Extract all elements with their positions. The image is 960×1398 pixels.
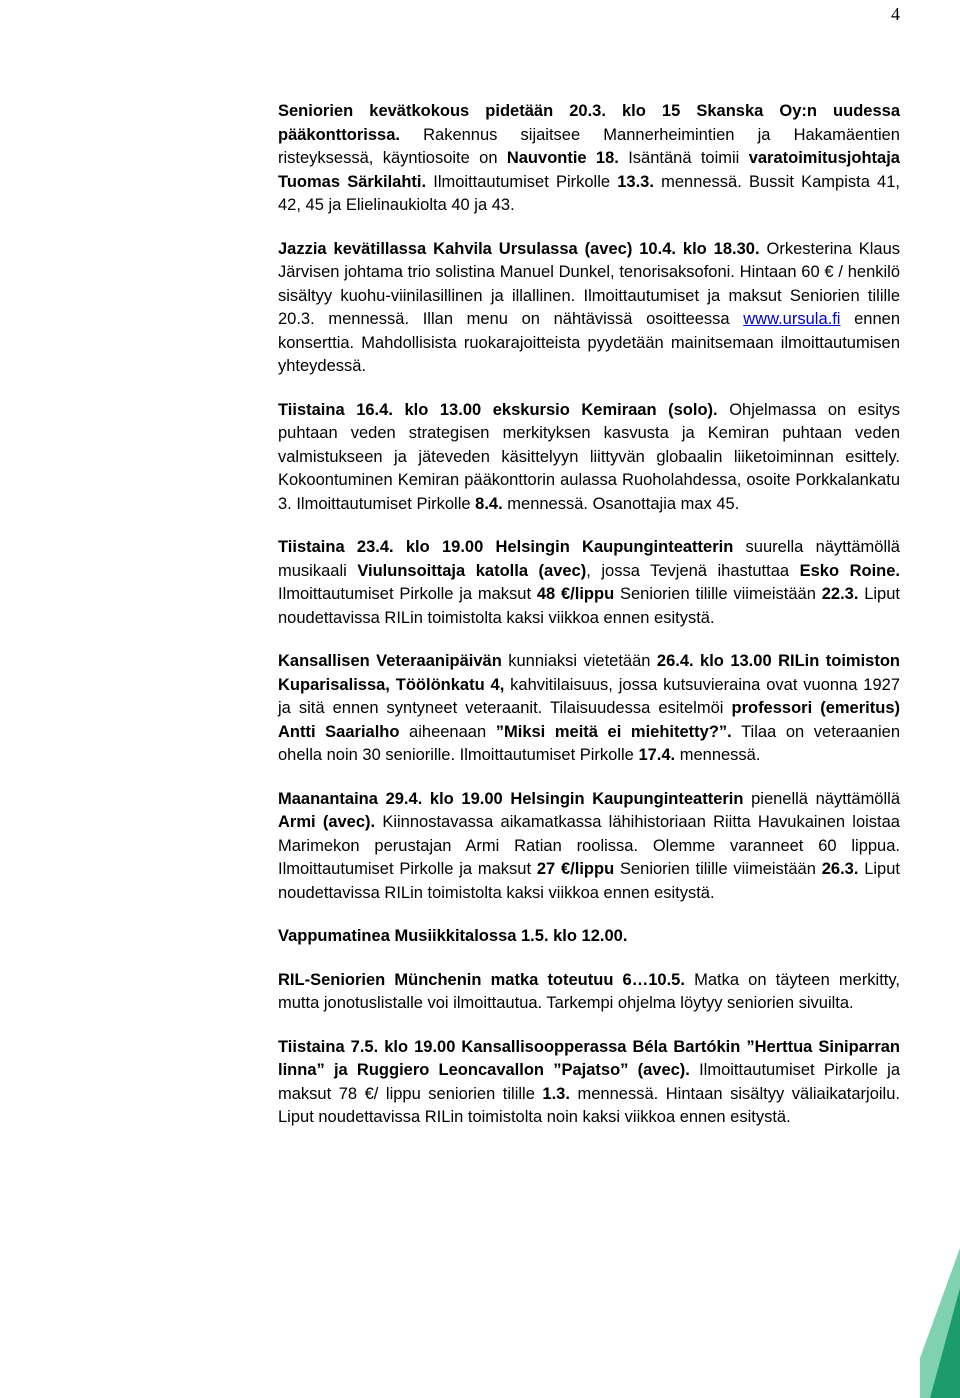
text-run: , jossa Tevjenä ihastuttaa [586,561,800,580]
text-run: aiheenaan [399,722,496,741]
bold-text: Nauvontie 18. [506,149,619,167]
paragraph [278,650,900,768]
text-run: Kiinnostavassa aikamatkassa lähihistoriaan Riitta Havukainen loistaa Marimekon perustajan Armi Ratian roolissa. Olemme varanneet 60 lippua. Ilmoittautumiset Pirkolle ja maksut [278,813,900,878]
text-run: Seniorien tilille viimeistään [614,585,822,603]
text-run: Ohjelmassa on esitys puhtaan veden strategisen merkityksen kasvusta ja Kemiran puhtaan veden valmistukseen ja jäteveden käsittelyyn liittyvän globaalin liiketoiminnan esittely. Kokoontuminen Kemiran pääkonttorin aulassa Ruoholahdessa, osoite Porkkalankatu 3. Ilmoittautumiset Pirkolle [278,400,900,513]
text-run: Orkesterina Klaus Järvisen johtama trio solistina Manuel Dunkel, tenorisaksofoni. Hintaan 60 € / henkilö sisältyy kuohu-viinilasillinen ja illallinen. Ilmoittautumiset ja maksut Seniorien tilille 20.3. mennessä. Illan menu on nähtävissä osoitteessa [278,239,900,328]
bold-text: Seniorien kevätkokous pidetään 20.3. klo 15 Skanska Oy:n uudessa pääkonttorissa. [278,102,900,144]
bold-text: 8.4. [475,494,503,513]
bold-text: RIL-Seniorien Münchenin matka toteutuu 6…10.5. [278,970,685,989]
corner-decoration [920,1248,960,1398]
bold-text: Armi (avec). [278,813,376,831]
text-run: pienellä näyttämöllä [743,789,900,808]
bold-text: 48 €/lippu [536,585,615,603]
paragraph [278,1036,900,1130]
bold-text: Tiistaina 7.5. klo 19.00 Kansallisoopperassa Béla Bartókin ”Herttua Siniparran linna” ja Ruggiero Leoncavallon ”Pajatso” (avec). [278,1037,900,1079]
bold-text: Vappumatinea Musiikkitalossa 1.5. klo 12.00. [278,927,628,945]
text-run: Liput noudettavissa RILin toimistolta kaksi viikkoa ennen esitystä. [278,860,900,902]
text-run: Tilaa on veteraanien ohella noin 30 seniorille. Ilmoittautumiset Pirkolle [278,722,900,764]
bold-text: 17.4. [638,746,676,764]
bold-text: Esko Roine. [799,561,900,580]
page-number: 4 [891,4,900,24]
paragraph [278,969,900,1016]
bold-text: 1.3. [542,1084,570,1103]
bold-text: Viulunsoittaja katolla (avec) [357,561,587,580]
text-run: Matka on täyteen merkitty, mutta jonotuslistalle voi ilmoittautua. Tarkempi ohjelma löytyy seniorien sivuilta. [278,970,901,1012]
bold-text: Maanantaina 29.4. klo 19.00 Helsingin Kaupunginteatterin [278,789,744,808]
text-run: mennessä. Osanottajia max 45. [502,494,740,513]
bold-text: Tiistaina 23.4. klo 19.00 Helsingin Kaupunginteatterin [278,538,734,556]
bold-text: Jazzia kevätillassa Kahvila Ursulassa (avec) 10.4. klo 18.30. [278,239,760,258]
bold-text: Kansallisen Veteraanipäivän [278,652,502,670]
paragraph [278,925,900,949]
bold-text: 22.3. [821,585,859,603]
document-body [278,100,900,1150]
text-run: kahvitilaisuus, jossa kutsuvieraina ovat vuonna 1927 ja sitä ennen syntyneet veteraanit. Tilaisuudessa esitelmöi [278,675,900,717]
bold-text: 27 €/lippu [536,860,615,878]
paragraph [278,399,900,517]
text-run: Isäntänä toimii [618,149,749,167]
text-run: suurella näyttämöllä musikaali [278,538,900,580]
text-run: mennessä. [675,746,761,764]
text-run: Liput noudettavissa RILin toimistolta kaksi viikkoa ennen esitystä. [278,585,900,627]
text-run: Ilmoittautumiset Pirkolle ja maksut 78 €/ lippu seniorien tilille [278,1061,900,1103]
text-run: Seniorien tilille viimeistään [614,860,822,878]
text-run: mennessä. Bussit Kampista 41, 42, 45 ja Elielinaukiolta 40 ja 43. [278,172,900,214]
text-run: kunniaksi vietetään [501,652,657,670]
paragraph [278,536,900,630]
text-run: Ilmoittautumiset Pirkolle ja maksut [278,585,537,603]
paragraph [278,788,900,906]
bold-text: 13.3. [617,172,654,191]
bold-text: 26.4. klo 13.00 RILin toimiston Kuparisalissa, Töölönkatu 4, [278,652,900,694]
text-run: mennessä. Hintaan sisältyy väliaikatarjoilu. Liput noudettavissa RILin toimistolta noin kaksi viikkoa ennen esitystä. [278,1084,900,1126]
bold-text: 26.3. [821,860,859,878]
bold-text: Tiistaina 16.4. klo 13.00 ekskursio Kemiraan (solo). [278,400,718,419]
text-run: ennen konserttia. Mahdollisista ruokarajoitteista pyydetään mainitsemaan ilmoittautumisen yhteydessä. [278,310,901,375]
bold-text: professori (emeritus) Antti Saarialho [278,699,900,741]
link[interactable]: www.ursula.fi [743,310,841,328]
text-run: Rakennus sijaitsee Mannerheimintien ja Hakamäentien risteyksessä, käyntiosoite on [278,125,900,167]
bold-text: varatoimitusjohtaja Tuomas Särkilahti. [278,149,900,191]
paragraph [278,238,900,379]
paragraph [278,100,900,218]
bold-text: ”Miksi meitä ei miehitetty?”. [495,722,732,741]
text-run: Ilmoittautumiset Pirkolle [426,172,618,191]
